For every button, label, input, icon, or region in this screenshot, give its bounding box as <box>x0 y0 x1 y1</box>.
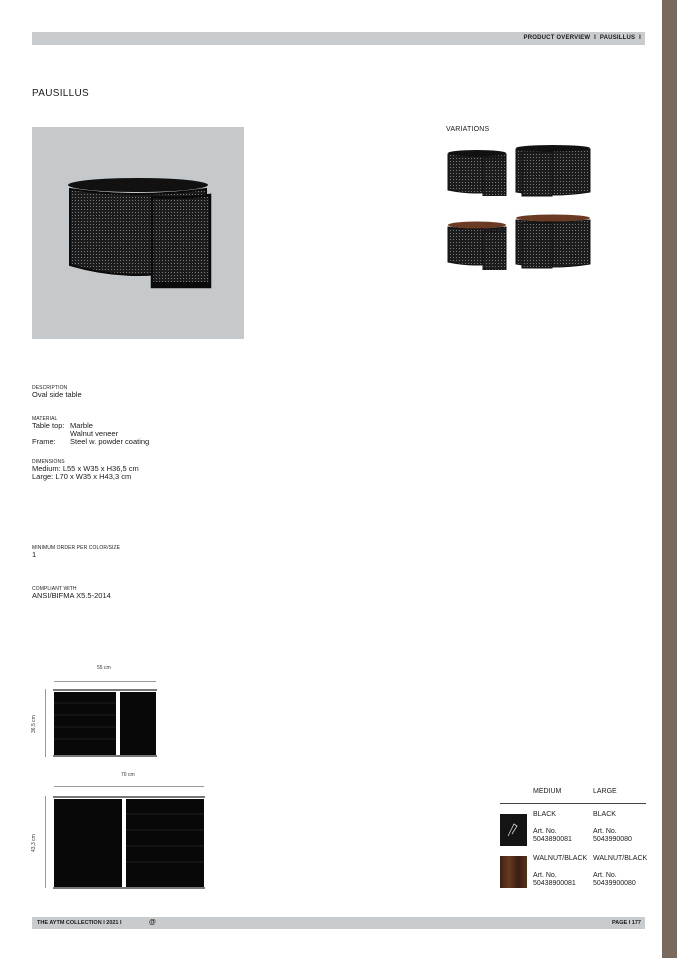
color-name: WALNUT/BLACK <box>593 855 648 862</box>
material-row <box>32 438 149 446</box>
art-no-label: Art. No. <box>593 872 617 879</box>
medium-walnut-cell <box>533 855 587 888</box>
spec-description <box>32 385 82 399</box>
material-value: Walnut veneer <box>70 429 119 438</box>
spec-dimensions <box>32 459 139 481</box>
variation-medium-black <box>446 148 508 196</box>
hero-table-illustration <box>32 127 244 339</box>
moq-label: MINIMUM ORDER PER COLOR/SIZE <box>32 545 121 551</box>
dimensions-label: DIMENSIONS <box>32 459 65 465</box>
medium-width-line <box>54 681 156 682</box>
column-header-large: LARGE <box>593 788 617 795</box>
dimensions-medium: Medium: L55 x W35 x H36,5 cm <box>32 464 139 473</box>
medium-height-line <box>45 689 46 757</box>
header-separator-2: I <box>639 35 641 41</box>
product-title: PAUSILLUS <box>32 88 89 99</box>
medium-front-drawing <box>53 689 157 757</box>
variations-label: VARIATIONS <box>446 126 490 133</box>
large-width-line <box>54 786 204 787</box>
art-no-value: 5043990080 <box>593 836 632 843</box>
art-no-label: Art. No. <box>533 828 557 835</box>
variation-large-walnut <box>514 214 592 270</box>
header-bar <box>32 32 645 45</box>
brand-logo-icon: @ <box>149 919 156 926</box>
spec-compliance <box>32 586 111 600</box>
footer-bar <box>32 917 645 929</box>
dimensions-large: Large: L70 x W35 x H43,3 cm <box>32 472 132 481</box>
variation-large-black <box>514 144 592 198</box>
color-name: WALNUT/BLACK <box>533 855 588 862</box>
spec-moq <box>32 545 120 559</box>
header-product: PAUSILLUS <box>599 35 636 41</box>
hero-image <box>32 127 244 339</box>
color-name: BLACK <box>593 811 616 818</box>
moq-value: 1 <box>32 550 37 559</box>
art-no-value: 50439900080 <box>593 880 636 887</box>
marble-vein-icon <box>500 814 527 846</box>
large-walnut-cell <box>593 855 647 888</box>
material-label: MATERIAL <box>32 416 58 422</box>
medium-width-label: 55 cm <box>97 665 111 671</box>
footer-collection: THE AYTM COLLECTION I 2021 I <box>37 920 122 926</box>
large-height-label: 43,3 cm <box>31 834 37 852</box>
large-black-cell <box>593 811 632 844</box>
art-no-label: Art. No. <box>593 828 617 835</box>
compliant-label: COMPLIANT WITH <box>32 586 77 592</box>
medium-black-cell <box>533 811 572 844</box>
footer-page-number: PAGE I 177 <box>612 920 641 926</box>
art-no-value: 50438900081 <box>533 880 576 887</box>
description-value: Oval side table <box>32 390 82 399</box>
header-section: PRODUCT OVERVIEW <box>523 35 591 41</box>
art-no-label: Art. No. <box>533 872 557 879</box>
material-key: Frame: <box>32 437 56 446</box>
material-key: Table top: <box>32 421 65 430</box>
description-label: DESCRIPTION <box>32 385 68 391</box>
header-separator: I <box>594 35 597 41</box>
variation-medium-walnut <box>446 220 508 270</box>
black-marble-swatch <box>500 814 527 846</box>
variant-table <box>500 784 646 892</box>
art-no-value: 5043890081 <box>533 836 572 843</box>
walnut-swatch <box>500 856 527 888</box>
variant-row-black <box>500 804 646 848</box>
column-header-medium: MEDIUM <box>533 788 562 795</box>
variant-table-header <box>500 784 646 804</box>
material-value: Steel w. powder coating <box>70 437 150 446</box>
large-front-drawing <box>53 796 205 889</box>
large-height-line <box>45 796 46 888</box>
spec-material <box>32 416 149 446</box>
color-name: BLACK <box>533 811 556 818</box>
side-stripe <box>662 0 677 958</box>
compliant-value: ANSI/BIFMA X5.5-2014 <box>32 591 111 600</box>
material-value: Marble <box>70 421 93 430</box>
large-width-label: 70 cm <box>121 772 135 778</box>
variant-row-walnut <box>500 848 646 892</box>
medium-height-label: 36,5 cm <box>31 715 37 733</box>
